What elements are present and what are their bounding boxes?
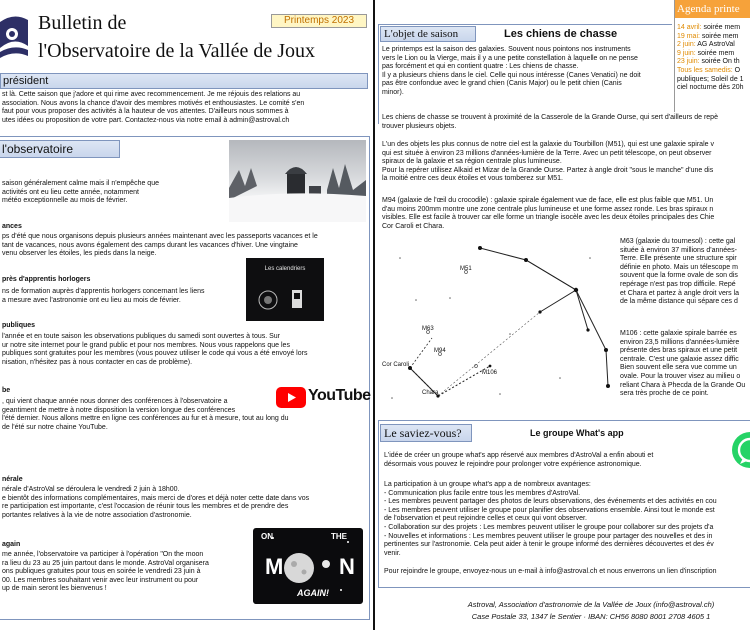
moon-subheading: again	[2, 541, 21, 548]
bulletin-title-line2: l'Observatoire de la Vallée de Joux	[38, 40, 316, 62]
agenda-item	[677, 41, 750, 50]
agenda-extra: publiques; Soleil de 1	[677, 75, 744, 83]
star-map	[380, 238, 616, 410]
youtube-logo	[276, 385, 371, 409]
agenda-item-date: 14 avril:	[677, 24, 702, 31]
camps-text	[2, 233, 368, 259]
horlogers-line: ns de formation auprès d'apprentis horlogers concernant les liens	[2, 288, 205, 295]
ag-text	[2, 486, 368, 520]
ag-line: portantes relatives à la vie de notre association d'astronomie.	[2, 511, 192, 519]
agenda-item-date: 19 mai:	[677, 32, 700, 40]
winter-observatory-photo	[229, 140, 366, 222]
agenda-extra: ciel nocturne dès 20h	[677, 84, 744, 92]
m106-line: reliant Chara à Phecda de la Grande Ou	[620, 381, 746, 389]
m63-line: souvent que la forme ovale de son dis	[620, 272, 738, 280]
youtube-line: l'été dernier. Nous allons mettre en ligne ces conférences au fur et à mesure, tout au long du	[2, 415, 289, 423]
m106-text	[620, 330, 750, 399]
president-line: faut pour vous proposer des activités à la hauteur de vos attentes. D'ailleurs nous sommes à	[2, 108, 289, 116]
camps-line: venu observer les étoiles, les pieds dans la neige.	[2, 250, 157, 258]
star-map-label-m106: M106	[482, 370, 498, 376]
objet-line: pas être confondue avec le grand chien (Canis Major) ou le petit chien (Canis	[382, 80, 622, 88]
objet-line: Il y a plusieurs chiens dans le ciel. Celle qui nous intéresse (Canes Venatici) ne doit	[382, 71, 641, 79]
objet-line: spiraux de la galaxie et sa région centrale plus lumineuse.	[382, 158, 562, 166]
objet-line: Les chiens de chasse se trouvent à proximité de la Casserole de la Grande Ourse, qui sert d'ailleurs de repè	[382, 114, 718, 121]
m63-line: et Chara et partez à angle droit vers la	[620, 289, 740, 297]
publiques-subheading: publiques	[2, 322, 36, 329]
star-map-label-cor-caroli: Cor Caroli	[382, 362, 410, 368]
saviez-line: désormais vous pouvez le rejoindre pour prolonger votre expérience astronomique.	[384, 460, 642, 468]
agenda-samedis-label: Tous les samedis:	[677, 66, 733, 74]
agenda-items	[677, 24, 750, 93]
objet-line: visibles. Elle est facile à trouver car elle forme un triangle isocèle avec les deux étoiles principales des Chie	[382, 214, 715, 222]
agenda-heading: Agenda printe	[677, 3, 740, 15]
objet-line: Cor Caroli et Chara.	[382, 222, 445, 230]
on-the-moon-again-logo	[253, 528, 363, 604]
objet-line: Pour la repérer utilisez Alkaid et Mizar de la Grande Ourse. Partez à angle droit "sous le manche" d'une dis	[382, 166, 714, 174]
ag-line: e bientôt des informations complémentaires, mais merci de d'ores et déjà noter cette date dans vos	[2, 494, 310, 502]
agenda-item	[677, 33, 750, 42]
m106-line: présente des bras spiraux et une petit	[620, 347, 738, 355]
m63-line: de la même distance qui sépare ces d	[620, 298, 738, 306]
saviez-line: pertinentes sur l'astronomie. Cela peut aider à tenir le groupe informé des dernières découvertes et des év	[384, 541, 714, 549]
intro-line: saison généralement calme mais il n'empêche que	[2, 180, 159, 187]
horlogers-line: a mesure avec l'astronomie ont eu lieu au mois de février.	[2, 296, 181, 304]
agenda-item	[677, 50, 750, 59]
ag-line: nérale d'AstroVal se déroulera le vendredi 2 juin à 18h00.	[2, 486, 180, 493]
moon-logo-m: M	[265, 554, 284, 579]
objet-p3	[382, 141, 750, 184]
president-text	[2, 91, 368, 125]
agenda-item-text: soirée mem	[699, 32, 739, 40]
objet-line: Le printemps est la saison des galaxies. Souvent nous pointons nos instruments	[382, 46, 631, 53]
moon-line: up de main seront les bienvenus !	[2, 585, 107, 593]
horlogers-subheading: près d'apprentis horlogers	[2, 276, 91, 283]
moon-line: ons publiques gratuites pour tous en soirée le vendredi 23 juin à	[2, 568, 201, 576]
objet-header	[380, 26, 476, 42]
observatoire-heading: l'observatoire	[2, 142, 73, 156]
president-line: association. Nous avons la chance d'avoir des membres motivés et enthousiastes. Le comité s'en	[2, 99, 305, 107]
m63-line: repérage n'est pas trop difficile. Repé	[620, 280, 736, 288]
publiques-line: publiques sont gratuites pour les membres (vous pouvez utiliser le code qui vous a été envoyé lors	[2, 350, 308, 358]
horlogers-text	[2, 288, 242, 305]
saviez-line: de l'observation et peut rejoindre celles et ceux qui vont observer.	[384, 515, 587, 523]
camps-subheading: ances	[2, 223, 22, 230]
saviez-line: L'idée de créer un groupe what's app réservé aux membres d'AstroVal a enfin abouti et	[384, 452, 654, 459]
publiques-line: l'année et en toute saison les observations publiques du samedi sont ouvertes à tous. Sur	[2, 333, 281, 340]
youtube-subheading: be	[2, 387, 11, 394]
objet-line: d'au moins 200mm montre une zone centrale plus lumineuse et une forme assez ronde. Les bras spiraux n	[382, 205, 714, 213]
objet-line: trouver plusieurs objets.	[382, 122, 457, 130]
moon-logo-again: AGAIN!	[297, 588, 329, 598]
observatoire-header	[0, 140, 120, 158]
saviez-line: venir.	[384, 549, 401, 557]
footer-line1: Astroval, Association d'astronomie de la Vallée de Joux (info@astroval.ch)	[467, 600, 715, 609]
saviez-title: Le groupe What's app	[530, 428, 624, 438]
objet-line: M94 (galaxie de l'œil du crocodile) : galaxie spirale également vue de face, elle est plus faible que M51. Un	[382, 197, 714, 204]
star-map-label-m94: M94	[434, 348, 446, 354]
youtube-line: de l'été sur notre chaine YouTube.	[2, 423, 108, 431]
moon-logo-the: THE	[331, 532, 347, 541]
objet-line: la moitié entre ces deux étoiles et vous tomberez sur M51.	[382, 175, 563, 183]
publiques-text	[2, 333, 368, 367]
objet-p2	[382, 114, 750, 131]
saviez-line: - Les membres peuvent utiliser le groupe pour planifier des observations ensemble. Ainsi tout le monde est	[384, 506, 715, 514]
m63-text	[620, 238, 750, 307]
moon-text	[2, 551, 252, 594]
m106-line: M106 : cette galaxie spirale barrée es	[620, 330, 737, 337]
observatoire-intro	[2, 180, 226, 206]
saviez-p3: Pour rejoindre le groupe, envoyez-nous un e-mail à info@astroval.ch et nous enverrons un lien d'inscription	[384, 568, 717, 575]
agenda-item	[677, 24, 750, 33]
publiques-line: ur notre site internet pour le grand public et pour nos membres. Nous vous rappelons que les	[2, 341, 290, 349]
saviez-line: - Communication plus facile entre tous les membres d'AstroVal.	[384, 489, 581, 497]
right-column	[376, 0, 750, 630]
youtube-line: geantiment de mettre à notre disposition la version longue des conférences	[2, 406, 236, 414]
president-line: utes idées ou proposition de votre part. Contactez-nous via notre email à admin@astroval.ch	[2, 116, 290, 124]
moon-line: ra lieu du 23 au 25 juin partout dans le monde. AstroVal organisera	[2, 559, 209, 567]
agenda-item-date: 2 juin:	[677, 41, 696, 49]
agenda-item	[677, 58, 750, 67]
calendriers-title: Les calendriers	[264, 266, 306, 272]
saviez-line: - Nouvelles et informations : Les membres peuvent utiliser le groupe pour partager des nouvelles et des in	[384, 532, 713, 540]
ag-subheading: nérale	[2, 476, 23, 483]
whatsapp-icon	[728, 430, 750, 470]
season-badge: Printemps 2023	[271, 14, 367, 28]
objet-p4	[382, 197, 750, 231]
bulletin-title-line1: Bulletin de	[38, 12, 127, 34]
saviez-header	[380, 424, 472, 442]
objet-intro	[382, 46, 672, 98]
moon-line: 00. Les membres souhaitant venir avec leur instrument ou pour	[2, 576, 199, 584]
ag-line: re participation est importante, c'est l'occasion de réunir tous les membres et de prendre des	[2, 503, 289, 511]
camps-line: tant de vacances, nous avons également des camps durant les vacances d'hiver. Une vingtaine	[2, 241, 298, 249]
m63-line: située à environ 37 millions d'années-	[620, 246, 737, 254]
m106-line: sera très proche de ce point.	[620, 390, 709, 398]
objet-title: Les chiens de chasse	[504, 28, 618, 40]
saviez-line: - Les membres peuvent partager des photos de leurs observations, des événements et des activités en cou	[384, 498, 717, 506]
president-header	[0, 73, 368, 89]
agenda-item-text: AG AstroVal	[695, 41, 735, 49]
star-map-label-m63: M63	[422, 326, 434, 332]
saviez-p1	[384, 452, 724, 469]
agenda-samedis	[677, 67, 750, 76]
objet-line: vers le Lion ou la Vierge, mais il y a une petite constellation à laquelle on ne pense	[382, 54, 638, 62]
youtube-logo-text: YouTube	[308, 387, 371, 404]
m106-line: ovale. Pour la trouver visez au milieu o	[620, 372, 741, 380]
agenda-item-text: soirée mem	[701, 24, 741, 31]
moon-logo-n: N	[339, 554, 355, 579]
youtube-line: , qui vient chaque année nous donner des conférences à l'observatoire a	[2, 398, 228, 405]
footer-line2: Case Postale 33, 1347 le Sentier · IBAN: CH56 8080 8001 2708 4605 1	[471, 612, 711, 621]
objet-line: pas forcément et qui en contient quatre : Les chiens de chasse.	[382, 63, 579, 71]
objet-line: L'un des objets les plus connus de notre ciel est la galaxie du Tourbillon (M51), qui est une galaxie spirale v	[382, 141, 714, 148]
moon-logo-on: ON	[261, 532, 273, 541]
column-divider	[373, 0, 375, 630]
objet-line: minor).	[382, 88, 404, 96]
president-line: st là. Cette saison que j'adore et qui rime avec recommencement. Je me réjouis des relations au	[2, 91, 301, 98]
agenda-item-date: 9 juin:	[677, 49, 696, 57]
agenda-box	[674, 0, 750, 112]
objet-line: qui est située à environ 23 millions d'années-lumière de la Terre. Avec un petit télescope, on peut observer	[382, 149, 712, 157]
camps-line: ps d'été que nous organisons depuis plusieurs années maintenant avec les passeports vacances et le	[2, 233, 318, 240]
moon-line: me année, l'observatoire va participer à l'opération "On the moon	[2, 551, 204, 558]
intro-line: météo exceptionnelle au mois de février.	[2, 197, 128, 205]
star-map-label-chara: Chara	[422, 390, 439, 396]
calendriers-image	[246, 258, 324, 321]
m106-line: centrale. C'est une galaxie assez diffic	[620, 355, 739, 363]
saviez-heading: Le saviez-vous?	[384, 426, 462, 440]
m63-line: M63 (galaxie du tournesol) : cette gal	[620, 238, 736, 245]
m63-line: Terre. Elle présente une structure spir	[620, 255, 737, 263]
agenda-item-date: 23 juin:	[677, 58, 700, 66]
saviez-line: La participation à un groupe what's app a de nombreux avantages:	[384, 481, 591, 488]
saviez-p2	[384, 481, 750, 558]
president-heading: président	[3, 75, 49, 87]
agenda-item-text: soirée mem	[695, 49, 735, 57]
agenda-samedis-text: O	[732, 66, 741, 74]
m106-line: environ 23,5 millions d'années-lumière	[620, 338, 740, 346]
youtube-play-icon	[276, 387, 306, 408]
agenda-item-text: soirée On th	[699, 58, 740, 66]
observatory-logo	[0, 6, 28, 64]
m63-line: définie en photo. Mais un télescope m	[620, 263, 738, 271]
m106-line: Bien souvent elle sera vue comme un	[620, 364, 737, 372]
objet-heading: L'objet de saison	[384, 28, 459, 40]
left-column	[0, 0, 372, 630]
intro-line: activités ont eu lieu cette année, notamment	[2, 188, 139, 196]
saviez-line: - Collaboration sur des projets : Les membres peuvent utiliser le groupe pour collaborer sur des projets d'a	[384, 523, 714, 531]
star-map-label-m51: M51	[460, 266, 472, 272]
publiques-line: nisation, n'hésitez pas à nous contacter en cas de problème).	[2, 358, 193, 366]
